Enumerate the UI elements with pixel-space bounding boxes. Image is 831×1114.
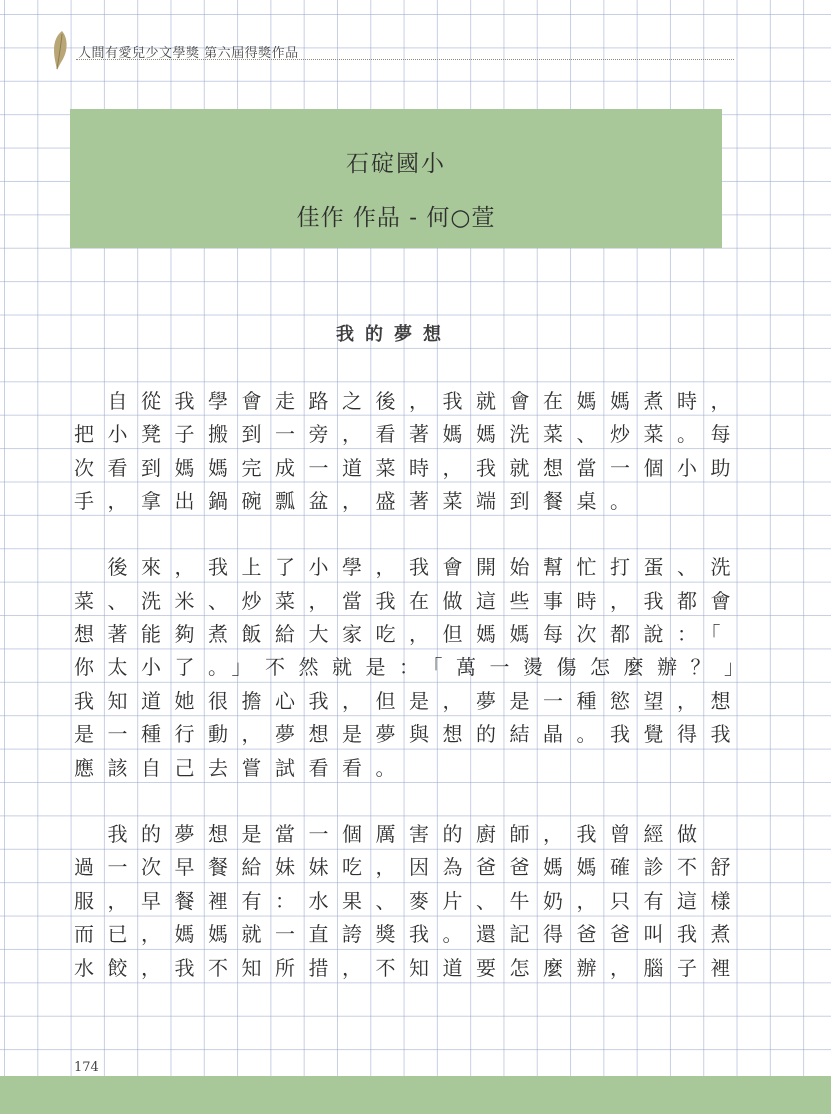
essay-line: 自從我學會走路之後，我就會在媽媽煮時， (74, 389, 744, 413)
essay-line: 想著能夠煮飯給大家吃，但媽媽每次都說：「 (74, 622, 734, 646)
essay-line: 服，早餐裡有：水果、麥片、牛奶，只有這樣 (74, 889, 744, 913)
essay-line: 後來，我上了小學，我會開始幫忙打蛋、洗 (74, 555, 744, 579)
essay-title: 我的夢想 (336, 324, 452, 345)
essay-line: 而已，媽媽就一直誇獎我。還記得爸爸叫我煮 (74, 922, 744, 946)
essay-line: 是一種行動，夢想是夢與想的結晶。我覺得我 (74, 722, 744, 746)
footer-band (0, 1076, 831, 1114)
leaf-icon (50, 30, 70, 70)
school-name: 石碇國小 (346, 151, 446, 177)
header-divider (76, 59, 734, 60)
running-header (42, 26, 742, 70)
essay-line: 把小凳子搬到一旁，看著媽媽洗菜、炒菜。每 (74, 422, 744, 446)
running-title: 人間有愛兒少文學獎 第六屆得獎作品 (78, 46, 299, 61)
award-line: 佳作 作品 - 何○萱 (296, 205, 496, 231)
essay-line: 次看到媽媽完成一道菜時，我就想當一個小助 (74, 456, 744, 480)
essay-line: 你太小了。」不然就是：「萬一燙傷怎麼辦？」 (74, 655, 758, 679)
essay-line: 手，拿出鍋碗瓢盆，盛著菜端到餐桌。 (74, 489, 644, 513)
essay-line: 應該自己去嘗試看看。 (74, 756, 409, 780)
essay-line: 我知道她很擔心我，但是，夢是一種慾望，想 (74, 689, 744, 713)
essay-line: 過一次早餐給妹妹吃，因為爸爸媽媽確診不舒 (74, 855, 744, 879)
essay-line: 我的夢想是當一個厲害的廚師，我曾經做 (74, 822, 711, 846)
title-banner (70, 109, 722, 248)
page-number: 174 (74, 1060, 99, 1075)
essay-line: 菜、洗米、炒菜，當我在做這些事時，我都會 (74, 589, 744, 613)
essay-line: 水餃，我不知所措，不知道要怎麼辦，腦子裡 (74, 956, 744, 980)
